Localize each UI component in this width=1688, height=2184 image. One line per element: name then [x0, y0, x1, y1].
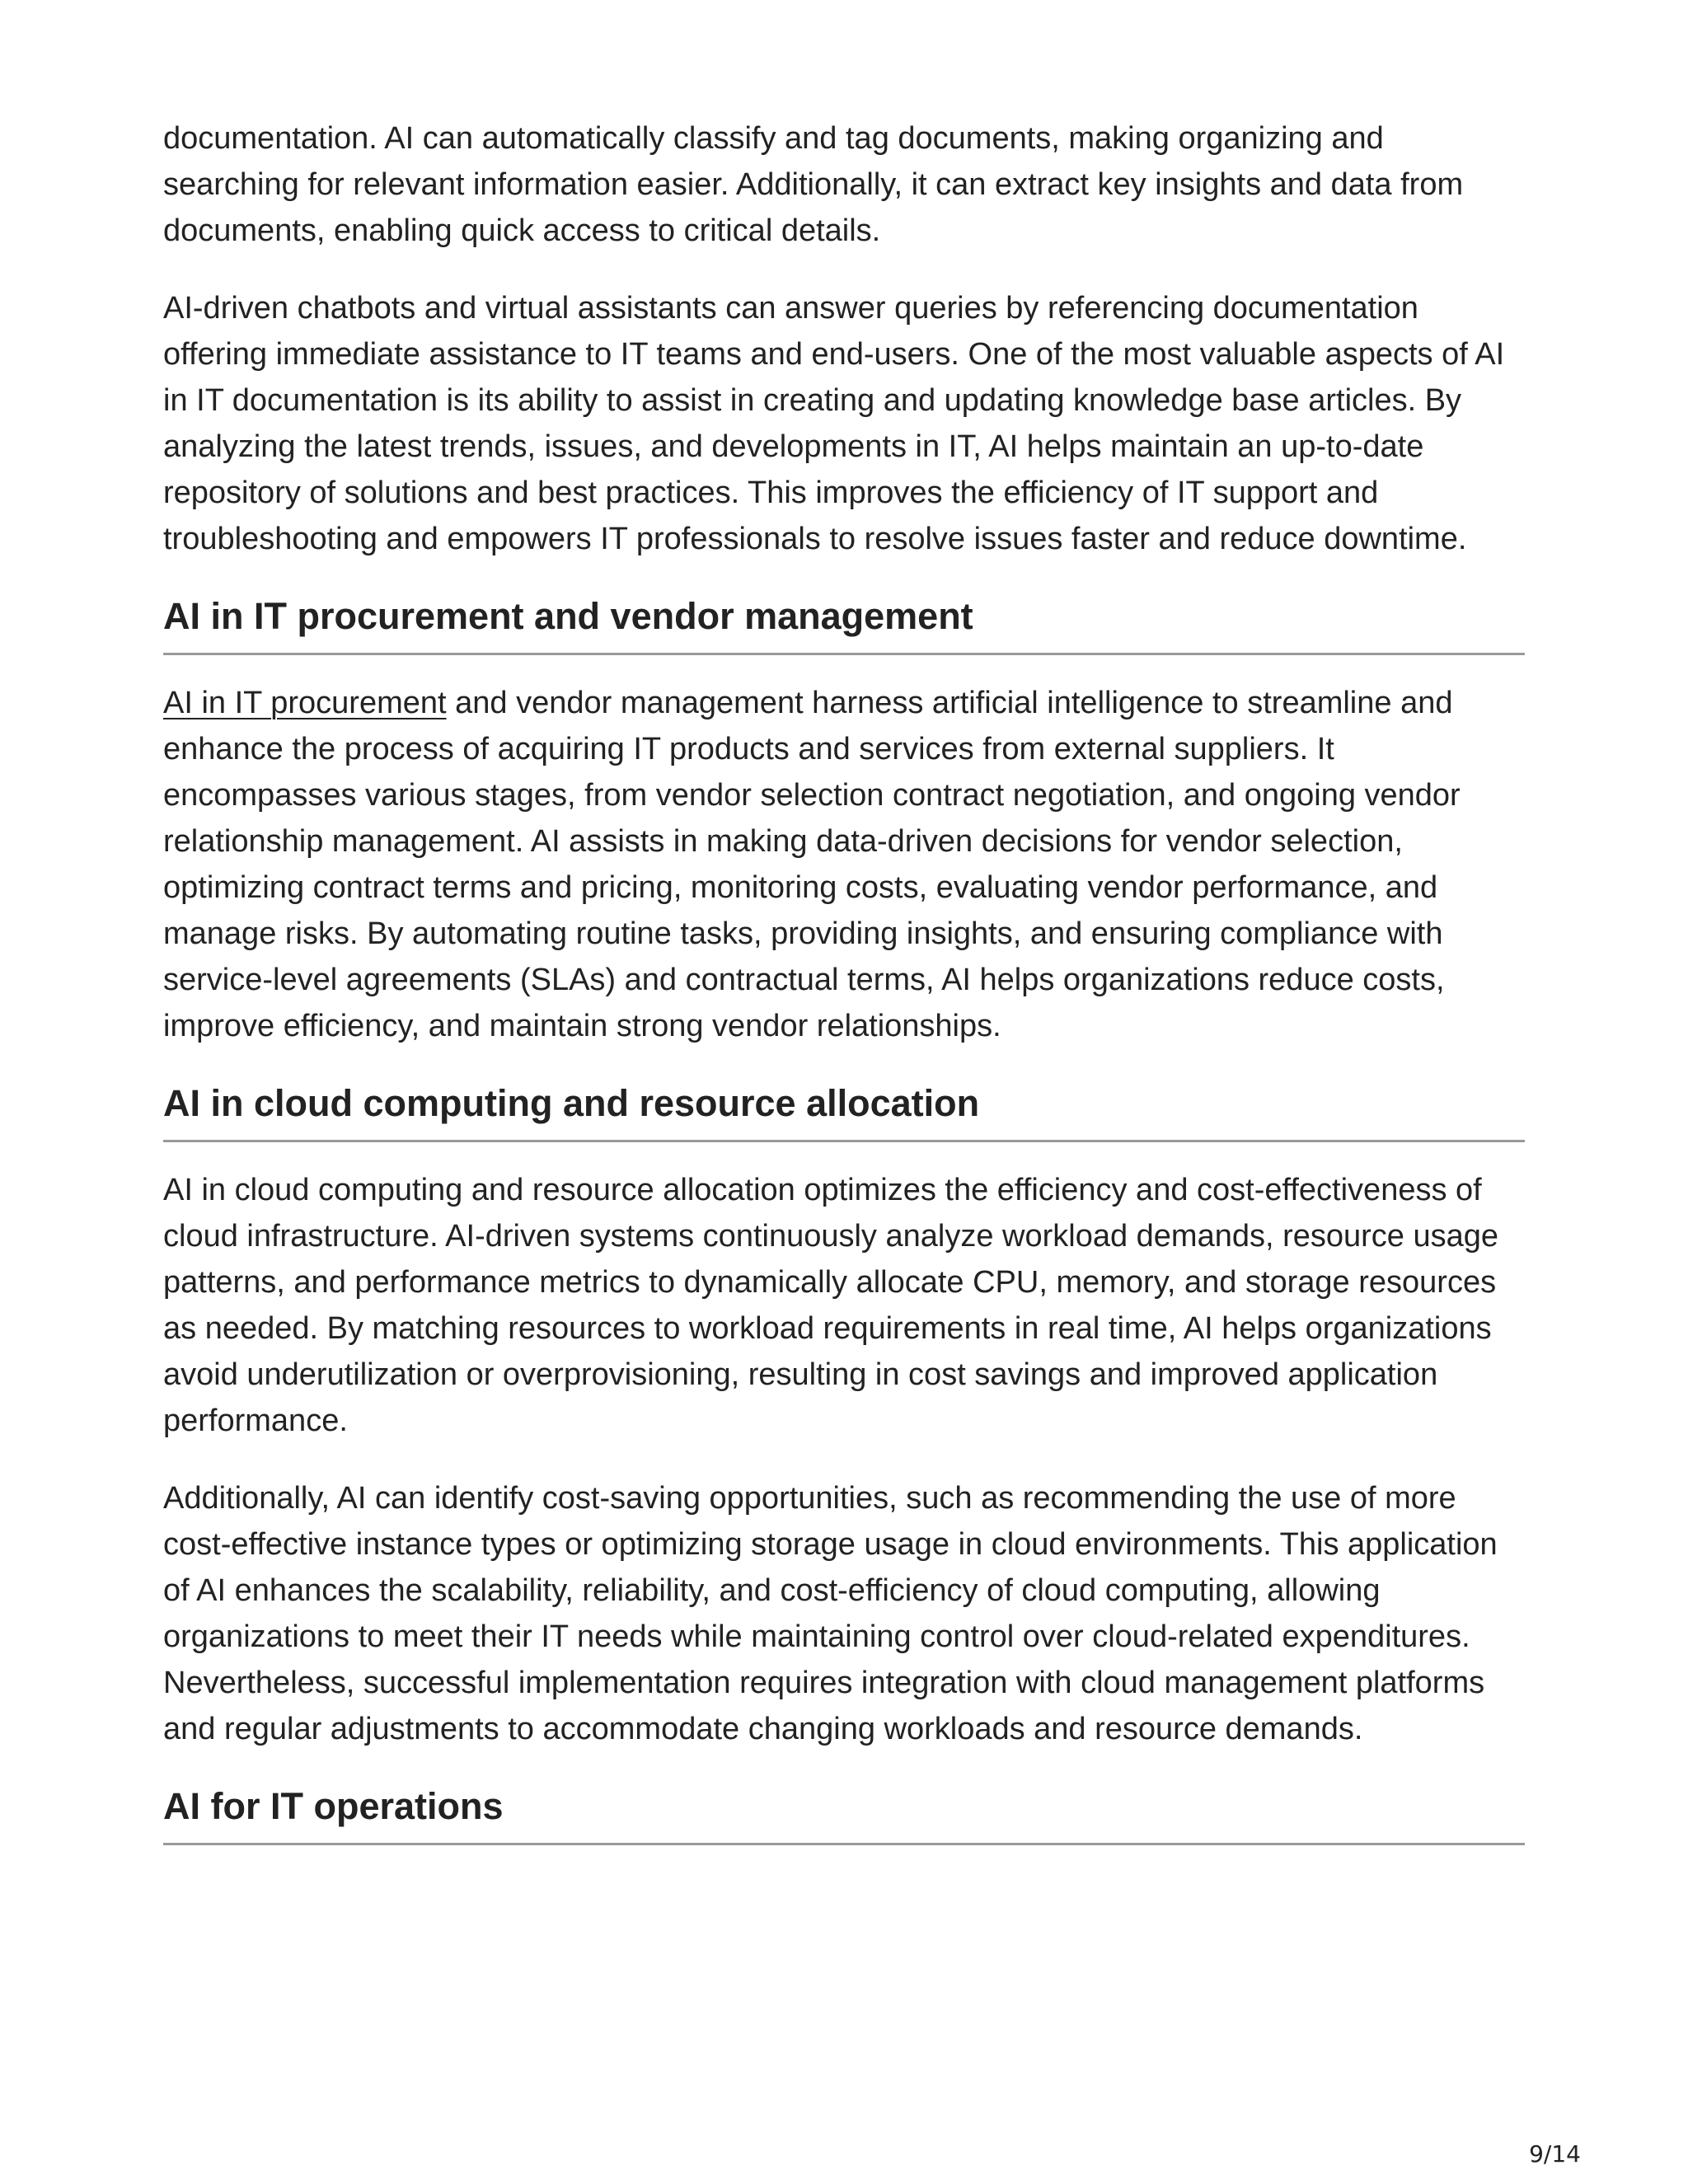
- paragraph-cloud-2: Additionally, AI can identify cost-saving opportunities, such as recommending the use of more cost-effective instance types or optimizing storage usage in cloud environments. This application of AI enhances the scalability, reliability, and cost-efficiency of cloud computing, allowing organizations to meet their IT needs while maintaining control over cloud-related expenditures. Nevertheless, successful implementation requires integration with cloud management platforms and regular adjustments to accommodate changing workloads and resource demands.: [163, 1481, 1498, 1746]
- document-body: [163, 115, 1525, 1870]
- heading-it-operations: AI for IT operations: [163, 1783, 1525, 1845]
- paragraph-procurement-text: and vendor management harness artificial intelligence to streamline and enhance the process of acquiring IT products and services from external suppliers. It encompasses various stages, from vendor selection contract negotiation, and ongoing vendor relationship management. AI assists in making data-driven decisions for vendor selection, optimizing contract terms and pricing, monitoring costs, evaluating vendor performance, and manage risks. By automating routine tasks, providing insights, and ensuring compliance with service-level agreements (SLAs) and contractual terms, AI helps organizations reduce costs, improve efficiency, and maintain strong vendor relationships.: [163, 686, 1461, 1043]
- heading-cloud-computing: AI in cloud computing and resource allocation: [163, 1080, 1525, 1142]
- paragraph-cloud-1: AI in cloud computing and resource allocation optimizes the efficiency and cost-effectiveness of cloud infrastructure. AI-driven systems continuously analyze workload demands, resource usage patterns, and performance metrics to dynamically allocate CPU, memory, and storage resources as needed. By matching resources to workload requirements in real time, AI helps organizations avoid underutilization or overprovisioning, resulting in cost savings and improved application performance.: [163, 1173, 1499, 1438]
- link-ai-in-it-procurement[interactable]: AI in IT procurement: [163, 686, 447, 720]
- heading-procurement: AI in IT procurement and vendor management: [163, 593, 1525, 655]
- page-number: 9/14: [1529, 2140, 1581, 2168]
- paragraph-documentation-intro: documentation. AI can automatically classify and tag documents, making organizing and searching for relevant information easier. Additionally, it can extract key insights and data from documents, enabling quick access to critical details.: [163, 121, 1464, 248]
- paragraph-chatbots: AI-driven chatbots and virtual assistants can answer queries by referencing documentation offering immediate assistance to IT teams and end-users. One of the most valuable aspects of AI in IT documentation is its ability to assist in creating and updating knowledge base articles. By analyzing the latest trends, issues, and developments in IT, AI helps maintain an up-to-date repository of solutions and best practices. This improves the efficiency of IT support and troubleshooting and empowers IT professionals to resolve issues faster and reduce downtime.: [163, 291, 1505, 556]
- paragraph-procurement: [163, 680, 1525, 1049]
